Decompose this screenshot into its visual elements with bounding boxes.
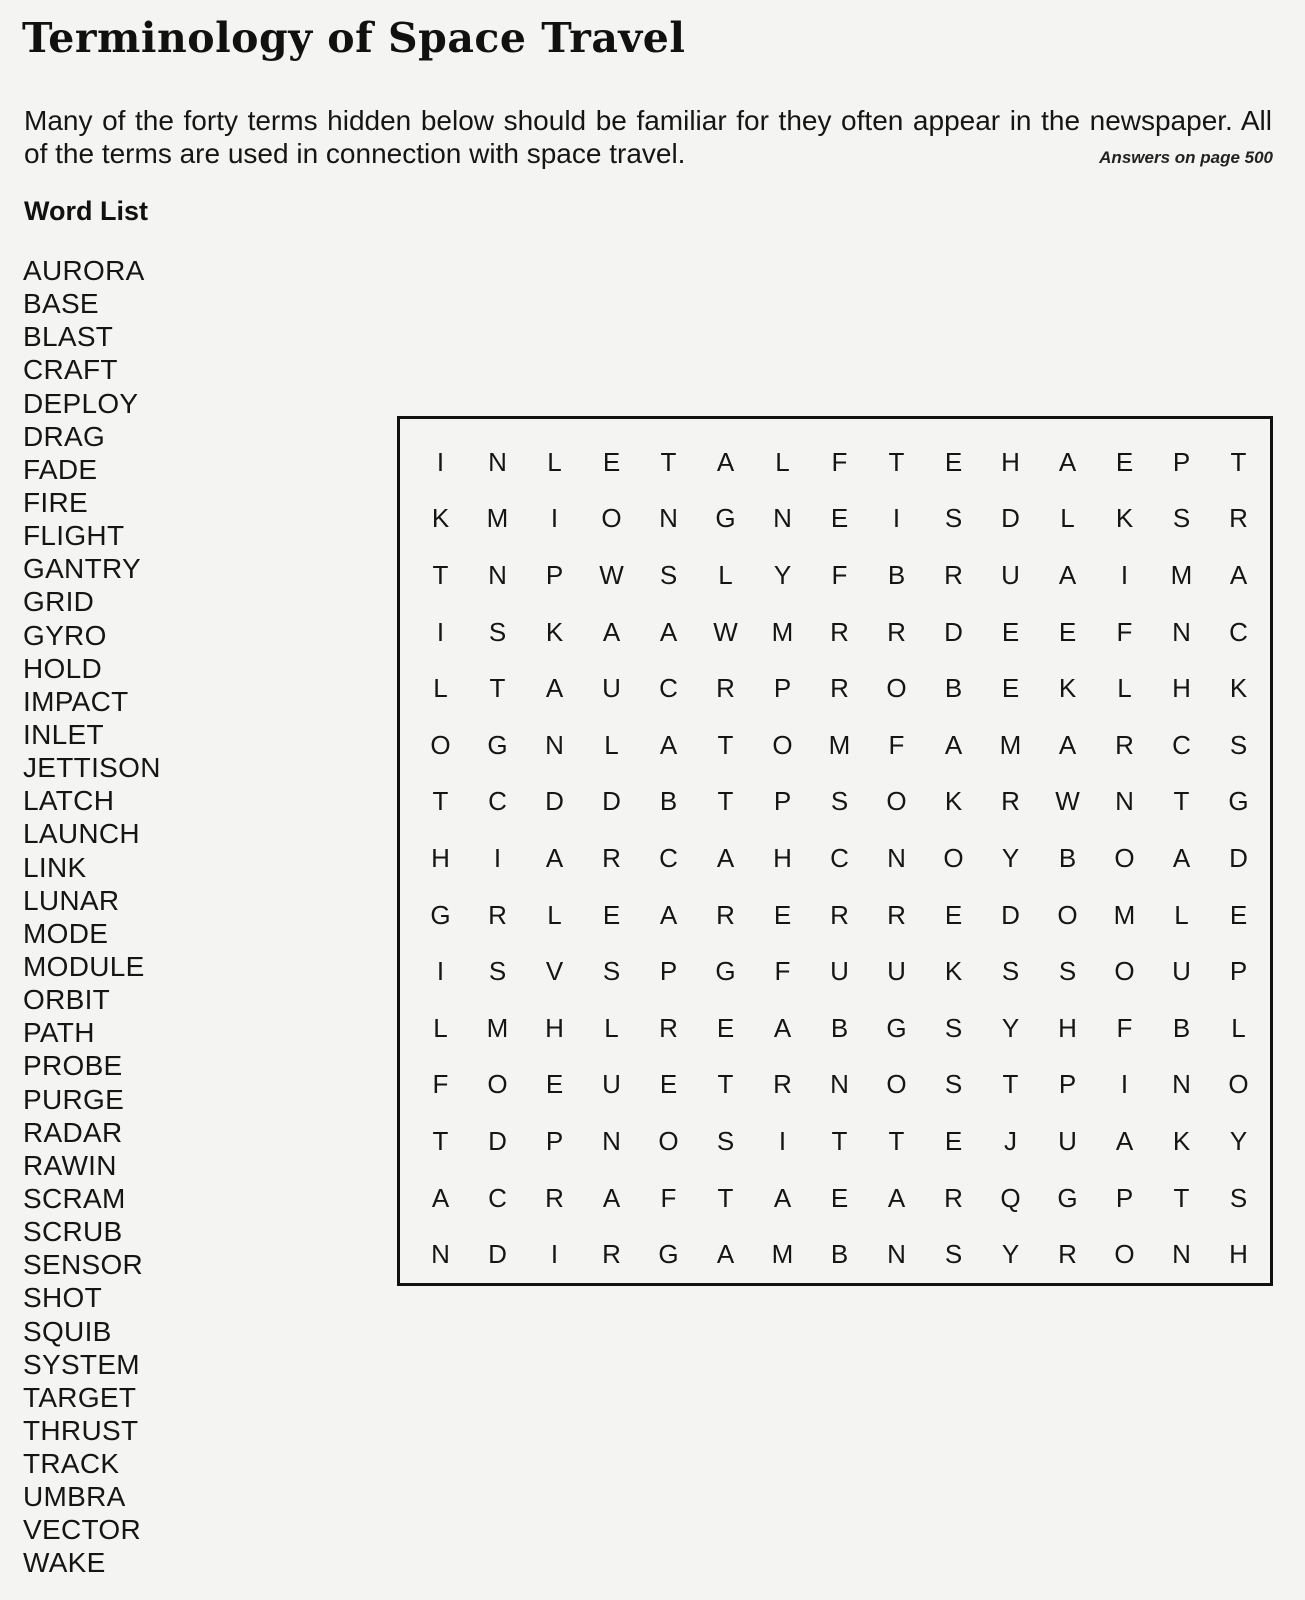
grid-cell[interactable]: C [488, 786, 507, 817]
grid-cell[interactable]: C [659, 842, 678, 873]
word-list-item: FADE [23, 453, 98, 485]
grid-cell[interactable]: L [1117, 673, 1132, 704]
grid-cell[interactable]: S [944, 1239, 963, 1270]
word-list-item: VECTOR [23, 1514, 141, 1546]
grid-cell[interactable]: K [1229, 673, 1248, 704]
word-list-item: GYRO [23, 619, 107, 651]
word-list-item: SHOT [23, 1282, 102, 1314]
grid-cell[interactable]: V [545, 956, 564, 987]
grid-cell[interactable]: I [778, 1125, 787, 1156]
grid-cell[interactable]: O [1228, 1069, 1249, 1100]
grid-cell[interactable]: I [892, 503, 901, 534]
grid-cell[interactable]: G [886, 1012, 907, 1043]
grid-cell[interactable]: S [1229, 1182, 1248, 1213]
grid-cell[interactable]: L [433, 673, 448, 704]
grid-cell[interactable]: E [1115, 446, 1134, 477]
grid-cell[interactable]: P [545, 1125, 564, 1156]
grid-cell[interactable]: D [602, 786, 621, 817]
grid-cell[interactable]: O [886, 673, 907, 704]
grid-cell[interactable]: A [545, 673, 564, 704]
grid-cell[interactable]: S [716, 1125, 735, 1156]
grid-cell[interactable]: F [660, 1182, 677, 1213]
grid-cell[interactable]: E [716, 1012, 735, 1043]
word-list-item: RAWIN [23, 1149, 117, 1181]
grid-cell[interactable]: N [1115, 786, 1134, 817]
grid-cell[interactable]: L [604, 729, 619, 760]
grid-cell[interactable]: B [1058, 842, 1077, 873]
grid-cell[interactable]: A [431, 1182, 450, 1213]
grid-cell[interactable]: O [1057, 899, 1078, 930]
grid-cell[interactable]: A [716, 1239, 735, 1270]
word-list-item: DRAG [23, 420, 106, 452]
grid-cell[interactable]: B [830, 1239, 849, 1270]
word-list-item: PROBE [23, 1050, 123, 1082]
grid-cell[interactable]: Y [1001, 1239, 1020, 1270]
word-list-item: LINK [23, 851, 87, 883]
grid-cell[interactable]: T [831, 1125, 848, 1156]
grid-cell[interactable]: N [887, 842, 906, 873]
word-list-item: LATCH [23, 785, 115, 817]
grid-cell[interactable]: T [432, 786, 449, 817]
grid-cell[interactable]: A [602, 1182, 621, 1213]
grid-cell[interactable]: N [659, 503, 678, 534]
word-list-item: AURORA [23, 255, 145, 286]
grid-cell[interactable]: A [1058, 446, 1077, 477]
grid-cell[interactable]: T [1173, 1182, 1190, 1213]
grid-cell[interactable]: U [887, 956, 906, 987]
grid-cell[interactable]: K [1115, 503, 1134, 534]
grid-cell[interactable]: E [545, 1069, 564, 1100]
grid-cell[interactable]: N [1172, 1069, 1191, 1100]
grid-cell[interactable]: A [1058, 729, 1077, 760]
grid-cell[interactable]: R [716, 899, 735, 930]
grid-cell[interactable]: F [1116, 1012, 1133, 1043]
word-list-item: SENSOR [23, 1249, 144, 1281]
word-list-item: MODULE [23, 950, 145, 982]
grid-cell[interactable]: B [659, 786, 678, 817]
grid-cell[interactable]: K [431, 503, 450, 534]
grid-cell[interactable]: S [1229, 729, 1248, 760]
grid-cell[interactable]: N [773, 503, 792, 534]
grid-cell[interactable]: O [886, 1069, 907, 1100]
word-list-item: UMBRA [23, 1481, 126, 1513]
grid-cell[interactable]: P [1229, 956, 1248, 987]
grid-cell[interactable]: F [432, 1069, 449, 1100]
grid-cell[interactable]: G [1228, 786, 1249, 817]
word-list-item: THRUST [23, 1414, 139, 1446]
grid-cell[interactable]: U [602, 673, 621, 704]
word-list-item: LAUNCH [23, 818, 140, 850]
grid-cell[interactable]: G [715, 956, 736, 987]
grid-cell[interactable]: F [888, 729, 905, 760]
grid-cell[interactable]: A [773, 1012, 792, 1043]
grid-cell[interactable]: S [488, 616, 507, 647]
grid-cell[interactable]: R [887, 899, 906, 930]
grid-cell[interactable]: R [830, 616, 849, 647]
grid-cell[interactable]: G [430, 899, 451, 930]
grid-cell[interactable]: Y [1001, 842, 1020, 873]
word-list-item: WAKE [23, 1547, 106, 1579]
word-list-item: HOLD [23, 652, 102, 684]
grid-cell[interactable]: R [887, 616, 906, 647]
grid-cell[interactable]: R [830, 673, 849, 704]
grid-cell[interactable]: L [718, 559, 733, 590]
grid-cell[interactable]: T [1230, 446, 1247, 477]
grid-cell[interactable]: H [1001, 446, 1020, 477]
grid-cell[interactable]: D [944, 616, 963, 647]
word-list-item: BASE [23, 288, 99, 320]
grid-cell[interactable]: A [602, 616, 621, 647]
grid-cell[interactable]: S [944, 1012, 963, 1043]
grid-cell[interactable]: R [773, 1069, 792, 1100]
grid-cell[interactable]: C [1229, 616, 1248, 647]
grid-cell[interactable]: A [545, 842, 564, 873]
grid-cell[interactable]: T [888, 1125, 905, 1156]
grid-cell[interactable]: A [887, 1182, 906, 1213]
grid-cell[interactable]: T [717, 729, 734, 760]
grid-cell[interactable]: T [432, 559, 449, 590]
grid-cell[interactable]: O [772, 729, 793, 760]
grid-cell[interactable]: S [602, 956, 621, 987]
grid-cell[interactable]: E [830, 503, 849, 534]
grid-cell[interactable]: T [489, 673, 506, 704]
grid-cell[interactable]: M [771, 1239, 794, 1270]
word-list-item: ORBIT [23, 984, 111, 1016]
grid-cell[interactable]: B [944, 673, 963, 704]
puzzle-title: Terminology of Space Travel [22, 14, 686, 62]
word-list-item: GRID [23, 586, 95, 618]
grid-cell[interactable]: R [602, 842, 621, 873]
grid-cell[interactable]: N [830, 1069, 849, 1100]
grid-cell[interactable]: C [488, 1182, 507, 1213]
word-list-item: JETTISON [23, 752, 161, 784]
grid-cell[interactable]: T [717, 1182, 734, 1213]
grid-cell[interactable]: R [1229, 503, 1248, 534]
grid-cell[interactable]: E [602, 446, 621, 477]
grid-cell[interactable]: D [545, 786, 564, 817]
grid-cell[interactable]: D [488, 1125, 507, 1156]
grid-cell[interactable]: M [486, 1012, 509, 1043]
word-list-item: DEPLOY [23, 387, 139, 419]
grid-cell[interactable]: O [943, 842, 964, 873]
grid-cell[interactable]: D [488, 1239, 507, 1270]
grid-cell[interactable]: M [828, 729, 851, 760]
grid-cell[interactable]: M [486, 503, 509, 534]
grid-cell[interactable]: R [488, 899, 507, 930]
word-list-item: RADAR [23, 1116, 123, 1148]
grid-cell[interactable]: S [659, 559, 678, 590]
word-list-item: SCRAM [23, 1182, 126, 1214]
grid-cell[interactable]: W [1055, 786, 1080, 817]
grid-cell[interactable]: I [550, 1239, 559, 1270]
grid-cell[interactable]: B [887, 559, 906, 590]
grid-cell[interactable]: E [659, 1069, 678, 1100]
grid-cell[interactable]: F [1116, 616, 1133, 647]
grid-cell[interactable]: E [1001, 673, 1020, 704]
grid-cell[interactable]: O [1114, 956, 1135, 987]
grid-cell[interactable]: I [436, 616, 445, 647]
grid-cell[interactable]: A [659, 899, 678, 930]
grid-cell[interactable]: L [604, 1012, 619, 1043]
grid-cell[interactable]: B [830, 1012, 849, 1043]
grid-cell[interactable]: S [944, 1069, 963, 1100]
grid-cell[interactable]: P [773, 673, 792, 704]
grid-cell[interactable]: R [830, 899, 849, 930]
word-list-item: PURGE [23, 1083, 125, 1115]
grid-cell[interactable]: M [1113, 899, 1136, 930]
grid-cell[interactable]: R [602, 1239, 621, 1270]
word-list-item: FLIGHT [23, 520, 125, 552]
grid-cell[interactable]: S [1058, 956, 1077, 987]
word-list-item: BLAST [23, 321, 114, 353]
grid-cell[interactable]: A [1172, 842, 1191, 873]
grid-cell[interactable]: L [1231, 1012, 1246, 1043]
grid-cell[interactable]: E [602, 899, 621, 930]
grid-cell[interactable]: H [1229, 1239, 1248, 1270]
grid-cell[interactable]: S [944, 503, 963, 534]
grid-cell[interactable]: T [660, 446, 677, 477]
grid-cell[interactable]: O [601, 503, 622, 534]
word-list-item: IMPACT [23, 685, 129, 717]
grid-cell[interactable]: I [1120, 1069, 1129, 1100]
word-list-item: PATH [23, 1017, 95, 1049]
grid-cell[interactable]: I [493, 842, 502, 873]
grid-cell[interactable]: S [488, 956, 507, 987]
grid-cell[interactable]: N [1172, 616, 1191, 647]
grid-cell[interactable]: D [1229, 842, 1248, 873]
grid-cell[interactable]: R [1115, 729, 1134, 760]
grid-cell[interactable]: E [1058, 616, 1077, 647]
grid-cell[interactable]: P [773, 786, 792, 817]
grid-cell[interactable]: L [1174, 899, 1189, 930]
grid-cell[interactable]: G [715, 503, 736, 534]
grid-cell[interactable]: N [602, 1125, 621, 1156]
word-list-item: MODE [23, 917, 109, 949]
grid-cell[interactable]: O [886, 786, 907, 817]
grid-cell[interactable]: Y [773, 559, 792, 590]
grid-cell[interactable]: F [774, 956, 791, 987]
word-list-item: GANTRY [23, 553, 141, 585]
grid-cell[interactable]: Y [1229, 1125, 1248, 1156]
word-list-item: TRACK [23, 1448, 120, 1480]
grid-cell[interactable]: N [431, 1239, 450, 1270]
grid-cell[interactable]: I [550, 503, 559, 534]
answers-note: Answers on page 500 [1099, 148, 1273, 167]
grid-cell[interactable]: F [831, 559, 848, 590]
grid-cell[interactable]: O [430, 729, 451, 760]
word-list-item: INLET [23, 718, 104, 750]
grid-cell[interactable]: E [944, 1125, 963, 1156]
grid-cell[interactable]: D [1001, 503, 1020, 534]
grid-cell[interactable]: H [545, 1012, 564, 1043]
word-list-item: FIRE [23, 486, 88, 518]
grid-cell[interactable]: O [658, 1125, 679, 1156]
grid-cell[interactable]: S [1001, 956, 1020, 987]
grid-cell[interactable]: O [1114, 1239, 1135, 1270]
grid-cell[interactable]: S [1172, 503, 1191, 534]
grid-cell[interactable]: T [432, 1125, 449, 1156]
grid-cell[interactable]: E [773, 899, 792, 930]
grid-cell[interactable]: K [545, 616, 564, 647]
word-list-heading: Word List [24, 196, 148, 226]
grid-cell[interactable]: S [830, 786, 849, 817]
intro-text: Many of the forty terms hidden below should be familiar for they often appear in the newspaper. All of the terms are used in connection with space travel. [24, 105, 1272, 169]
grid-cell[interactable]: A [773, 1182, 792, 1213]
grid-cell[interactable]: P [659, 956, 678, 987]
grid-cell[interactable]: C [1172, 729, 1191, 760]
grid-cell[interactable]: L [547, 899, 562, 930]
grid-cell[interactable]: L [775, 446, 790, 477]
grid-cell[interactable]: W [599, 559, 624, 590]
grid-cell[interactable]: H [773, 842, 792, 873]
grid-cell[interactable]: J [1004, 1125, 1017, 1156]
grid-cell[interactable]: N [1172, 1239, 1191, 1270]
word-list-item: TARGET [23, 1381, 137, 1413]
grid-cell[interactable]: E [1229, 899, 1248, 930]
grid-cell[interactable]: C [830, 842, 849, 873]
grid-cell[interactable]: N [545, 729, 564, 760]
grid-cell[interactable]: I [436, 446, 445, 477]
grid-cell[interactable]: G [658, 1239, 679, 1270]
grid-cell[interactable]: T [888, 446, 905, 477]
grid-cell[interactable]: A [716, 446, 735, 477]
grid-cell[interactable]: A [1058, 559, 1077, 590]
grid-cell[interactable]: G [1057, 1182, 1078, 1213]
grid-cell[interactable]: A [944, 729, 963, 760]
grid-cell[interactable]: K [944, 786, 963, 817]
grid-cell[interactable]: E [1001, 616, 1020, 647]
grid-cell[interactable]: M [1170, 559, 1193, 590]
grid-cell[interactable]: U [1058, 1125, 1077, 1156]
letter-grid [412, 434, 1267, 1279]
grid-cell[interactable]: C [659, 673, 678, 704]
grid-cell[interactable]: R [944, 559, 963, 590]
grid-cell[interactable]: R [716, 673, 735, 704]
grid-cell[interactable]: T [1002, 1069, 1019, 1100]
grid-cell[interactable]: A [659, 729, 678, 760]
grid-cell[interactable]: T [1173, 786, 1190, 817]
grid-cell[interactable]: Q [1000, 1182, 1021, 1213]
grid-cell[interactable]: M [771, 616, 794, 647]
grid-cell[interactable]: L [433, 1012, 448, 1043]
grid-cell[interactable]: D [1001, 899, 1020, 930]
grid-cell[interactable]: O [1114, 842, 1135, 873]
grid-cell[interactable]: G [487, 729, 508, 760]
grid-cell[interactable]: A [1229, 559, 1248, 590]
grid-cell[interactable]: P [545, 559, 564, 590]
grid-cell[interactable]: E [830, 1182, 849, 1213]
grid-cell[interactable]: N [488, 559, 507, 590]
word-list-item: SQUIB [23, 1315, 112, 1347]
grid-cell[interactable]: R [1058, 1239, 1077, 1270]
word-list [23, 254, 161, 1580]
grid-cell[interactable]: H [1172, 673, 1191, 704]
grid-cell[interactable]: H [1058, 1012, 1077, 1043]
grid-cell[interactable]: N [887, 1239, 906, 1270]
grid-cell[interactable]: N [488, 446, 507, 477]
grid-cell[interactable]: R [944, 1182, 963, 1213]
grid-cell[interactable]: I [436, 956, 445, 987]
grid-cell[interactable]: T [717, 1069, 734, 1100]
word-list-item: LUNAR [23, 884, 120, 916]
grid-cell[interactable]: A [1115, 1125, 1134, 1156]
grid-cell[interactable]: R [545, 1182, 564, 1213]
word-list-item: SYSTEM [23, 1348, 140, 1380]
grid-cell[interactable]: L [1060, 503, 1075, 534]
grid-cell[interactable]: R [1001, 786, 1020, 817]
grid-cell[interactable]: L [547, 446, 562, 477]
grid-cell[interactable]: U [1172, 956, 1191, 987]
grid-cell[interactable]: E [944, 446, 963, 477]
word-list-item: SCRUB [23, 1216, 123, 1248]
grid-cell[interactable]: M [999, 729, 1022, 760]
grid-cell[interactable]: H [431, 842, 450, 873]
grid-cell[interactable]: U [1001, 559, 1020, 590]
grid-cell[interactable]: Y [1001, 1012, 1020, 1043]
grid-cell[interactable]: A [716, 842, 735, 873]
grid-cell[interactable]: O [487, 1069, 508, 1100]
grid-cell[interactable]: U [602, 1069, 621, 1100]
grid-cell[interactable]: R [659, 1012, 678, 1043]
grid-cell[interactable]: F [831, 446, 848, 477]
grid-cell[interactable]: P [1172, 446, 1191, 477]
grid-cell[interactable]: E [944, 899, 963, 930]
grid-cell[interactable]: P [1115, 1182, 1134, 1213]
grid-cell[interactable]: B [1172, 1012, 1191, 1043]
grid-cell[interactable]: I [1120, 559, 1129, 590]
grid-cell[interactable]: T [717, 786, 734, 817]
word-list-item: CRAFT [23, 354, 118, 386]
grid-cell[interactable]: A [659, 616, 678, 647]
grid-cell[interactable]: K [1058, 673, 1077, 704]
grid-cell[interactable]: P [1058, 1069, 1077, 1100]
grid-cell[interactable]: U [830, 956, 849, 987]
grid-cell[interactable]: W [713, 616, 738, 647]
grid-cell[interactable]: K [944, 956, 963, 987]
grid-cell[interactable]: K [1172, 1125, 1191, 1156]
